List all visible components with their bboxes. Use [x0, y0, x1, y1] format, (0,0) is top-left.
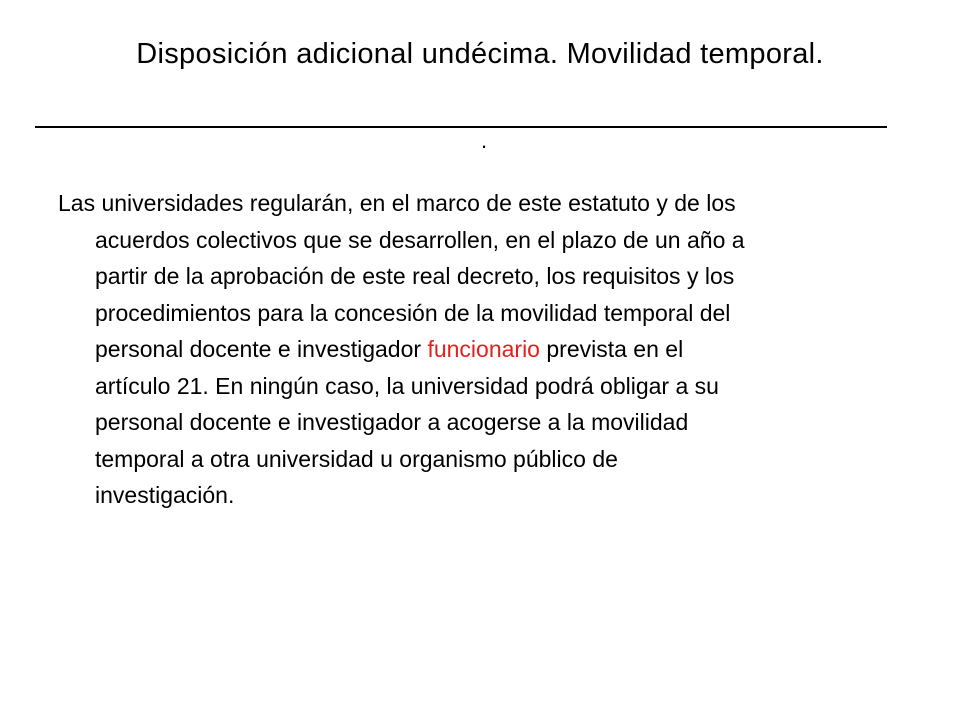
body-paragraph: [58, 185, 918, 514]
paragraph-line: investigación.: [95, 482, 235, 508]
paragraph-text: personal docente e investigador: [95, 336, 428, 362]
paragraph-line: [58, 331, 918, 368]
highlighted-word: funcionario: [427, 336, 540, 362]
paragraph-line: partir de la aprobación de este real decreto, los requisitos y los: [95, 263, 735, 289]
paragraph-line: acuerdos colectivos que se desarrollen, en el plazo de un año a: [95, 226, 745, 253]
paragraph-line: procedimientos para la concesión de la movilidad temporal del: [95, 299, 731, 326]
paragraph-line: temporal a otra universidad u organismo público de: [95, 445, 618, 472]
separator-dot: .: [481, 128, 488, 153]
slide-title: Disposición adicional undécima. Movilidad temporal.: [136, 38, 824, 70]
paragraph-line: Las universidades regularán, en el marco de este estatuto y de los: [58, 190, 736, 216]
title-underline: [35, 126, 887, 128]
paragraph-text: prevista en el: [539, 336, 684, 362]
paragraph-line: artículo 21. En ningún caso, la universidad podrá obligar a su: [95, 372, 719, 399]
paragraph-line: personal docente e investigador a acogerse a la movilidad: [95, 409, 689, 435]
